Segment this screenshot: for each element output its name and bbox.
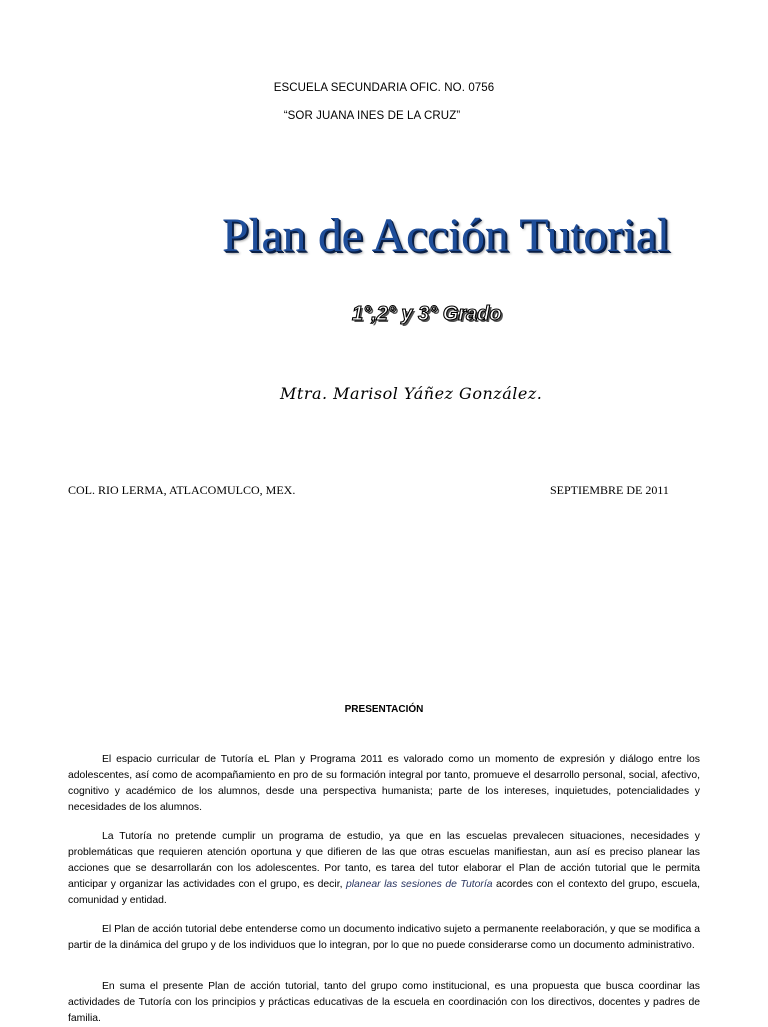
date-line: SEPTIEMBRE DE 2011 — [550, 483, 669, 497]
school-motto: “SOR JUANA INES DE LA CRUZ” — [283, 110, 461, 122]
teacher-name: Mtra. Marisol Yáñez González. — [280, 384, 543, 403]
paragraph-4: En suma el presente Plan de acción tutorial, tanto del grupo como institucional, es una propuesta que busca coordinar las actividades de Tutoría con los principios y prácticas educativas de la escuela en coordinación con los directivos, docentes y padres de familia. — [68, 981, 700, 1024]
paragraph-2-text-b: acordes con el contexto del grupo, escuela, comunidad y entidad. — [68, 879, 700, 906]
paragraph-2-text-a: La Tutoría no pretende cumplir un programa de estudio, ya que en las escuelas prevalecen situaciones, necesidades y problemáticas que requieren atención oportuna y que difieren de las que otras escuelas manifiestan, aun así es preciso planear las acciones que se desarrollarán con los adolescentes. Por tanto, es tarea del tutor elaborar el Plan de acción tutorial que le permita anticipar y organizar las actividades con el grupo, es decir, — [68, 831, 700, 890]
section-heading-presentacion: PRESENTACIÓN — [344, 704, 424, 715]
paragraph-1: El espacio curricular de Tutoría eL Plan y Programa 2011 es valorado como un momento de expresión y diálogo entre los adolescentes, así como de acompañamiento en pro de su formación integral por tanto, promueve el desarrollo personal, social, afectivo, cognitivo y académico de los alumnos, desde una perspectiva humanista; parte de los intereses, inquietudes, potencialidades y necesidades de los alumnos. — [68, 754, 700, 813]
grade-subtitle: 1°,2° y 3° Grado — [352, 303, 502, 325]
paragraph-2 — [68, 829, 700, 909]
paragraph-3: El Plan de acción tutorial debe entenderse como un documento indicativo sujeto a permanente reelaboración, y que se modifica a partir de la dinámica del grupo y de los individuos que lo integran, por lo que no puede considerarse como un documento administrativo. — [68, 924, 700, 951]
document-title: Plan de Acción Tutorial — [222, 209, 670, 262]
school-name: ESCUELA SECUNDARIA OFIC. NO. 0756 — [273, 82, 495, 94]
location-line: COL. RIO LERMA, ATLACOMULCO, MEX. — [68, 483, 296, 497]
paragraph-2-emphasis: planear las sesiones de Tutoría — [345, 879, 493, 890]
